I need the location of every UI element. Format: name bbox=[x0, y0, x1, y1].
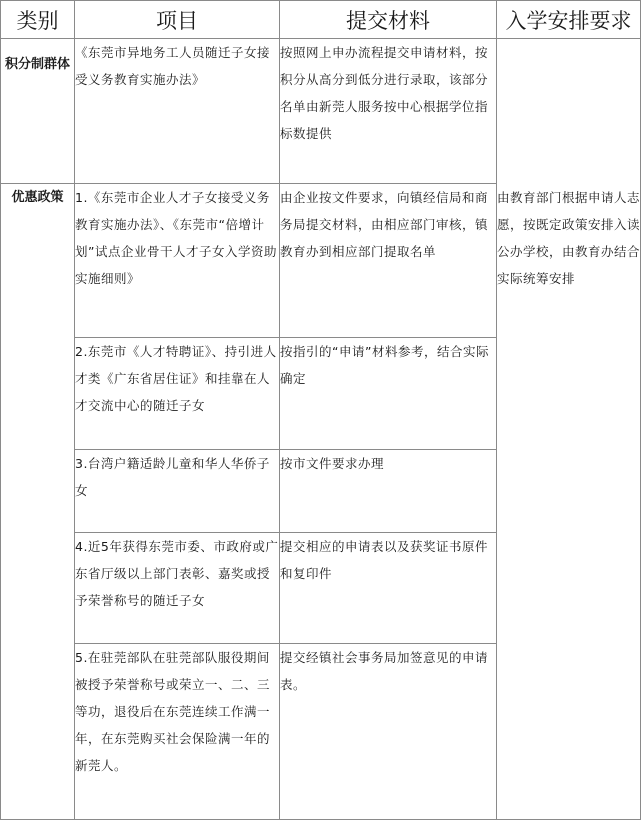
policy-item-1: 1.《东莞市企业人才子女接受义务教育实施办法》、《东莞市“倍增计划”试点企业骨干人才子女入学资助实施细则》 bbox=[75, 184, 280, 338]
points-materials: 按照网上申办流程提交申请材料，按积分从高分到低分进行录取，该部分名单由新莞人服务按中心根据学位指标数提供 bbox=[280, 39, 497, 184]
policy-row-1 bbox=[1, 184, 641, 338]
header-materials: 提交材料 bbox=[280, 1, 497, 39]
points-row bbox=[1, 39, 641, 184]
header-item: 项目 bbox=[75, 1, 280, 39]
policy-item-3: 3.台湾户籍适龄儿童和华人华侨子女 bbox=[75, 450, 280, 533]
header-requirement: 入学安排要求 bbox=[497, 1, 641, 39]
points-category: 积分制群体 bbox=[1, 39, 75, 184]
policy-materials-4: 提交相应的申请表以及获奖证书原件和复印件 bbox=[280, 533, 497, 644]
header-category: 类别 bbox=[1, 1, 75, 39]
policy-category: 优惠政策 bbox=[1, 184, 75, 820]
policy-item-2: 2.东莞市《人才特聘证》、持引进人才类《广东省居住证》和挂靠在人才交流中心的随迁子女 bbox=[75, 338, 280, 450]
header-row bbox=[1, 1, 641, 39]
policy-materials-1: 由企业按文件要求，向镇经信局和商务局提交材料，由相应部门审核，镇教育办到相应部门提取名单 bbox=[280, 184, 497, 338]
points-item: 《东莞市异地务工人员随迁子女接受义务教育实施办法》 bbox=[75, 39, 280, 184]
policy-materials-5: 提交经镇社会事务局加签意见的申请表。 bbox=[280, 644, 497, 820]
policy-item-5: 5.在驻莞部队在驻莞部队服役期间被授予荣誉称号或荣立一、二、三等功，退役后在东莞连续工作满一年，在东莞购买社会保险满一年的新莞人。 bbox=[75, 644, 280, 820]
points-requirement-empty bbox=[497, 39, 641, 184]
policy-item-4: 4.近5年获得东莞市委、市政府或广东省厅级以上部门表彰、嘉奖或授予荣誉称号的随迁子女 bbox=[75, 533, 280, 644]
policy-materials-2: 按指引的“申请”材料参考，结合实际确定 bbox=[280, 338, 497, 450]
policy-materials-3: 按市文件要求办理 bbox=[280, 450, 497, 533]
policy-requirement: 由教育部门根据申请人志愿，按既定政策安排入读公办学校，由教育办结合实际统筹安排 bbox=[497, 184, 641, 820]
